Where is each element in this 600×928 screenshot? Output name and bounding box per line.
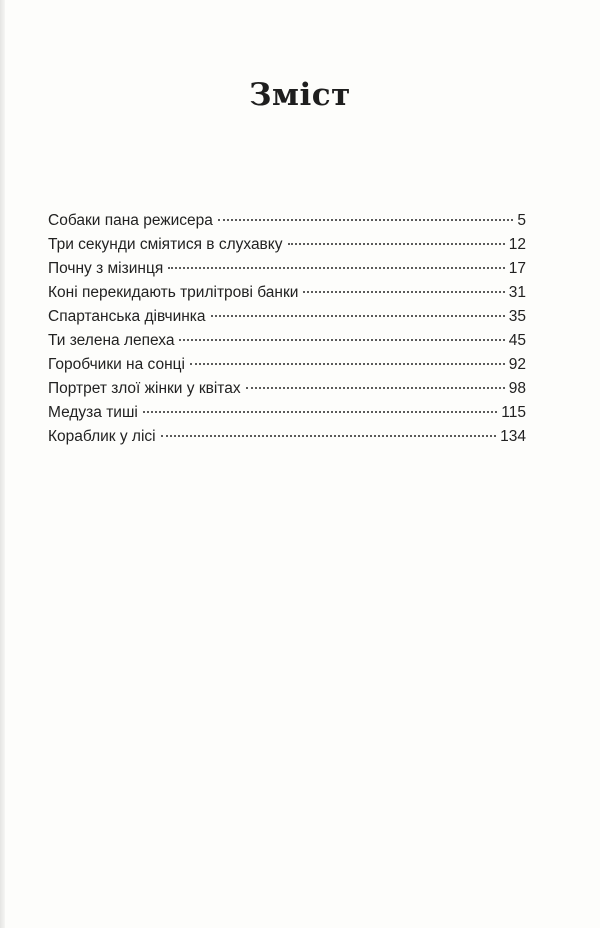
- dot-leader: [190, 363, 505, 365]
- toc-entry-page-number: 35: [508, 308, 526, 325]
- toc-entry-title: Горобчики на сонці: [48, 356, 185, 373]
- toc-entry: [48, 233, 526, 257]
- toc-entry-title: Медуза тиші: [48, 404, 138, 421]
- dot-leader: [143, 411, 497, 413]
- toc-entry-page-number: 92: [508, 356, 526, 373]
- dot-leader: [168, 267, 505, 269]
- dot-leader: [288, 243, 505, 245]
- toc-entry-page-number: 115: [501, 404, 526, 421]
- toc-entry-page-number: 45: [508, 332, 526, 349]
- dot-leader: [218, 219, 513, 221]
- toc-entry-title: Три секунди сміятися в слухавку: [48, 236, 283, 253]
- toc-entry-title: Кораблик у лісі: [48, 428, 156, 445]
- toc-entry: [48, 353, 526, 377]
- dot-leader: [211, 315, 505, 317]
- dot-leader: [303, 291, 504, 293]
- dot-leader: [246, 387, 505, 389]
- toc-entry-title: Собаки пана режисера: [48, 212, 213, 229]
- toc-entry: [48, 209, 526, 233]
- toc-entry-title: Коні перекидають трилітрові банки: [48, 284, 299, 301]
- toc-entry-title: Ти зелена лепеха: [48, 332, 175, 349]
- toc-entry: [48, 401, 526, 425]
- toc-entry-page-number: 31: [508, 284, 526, 301]
- toc-entry-title: Портрет злої жінки у квітах: [48, 380, 241, 397]
- dot-leader: [179, 339, 504, 341]
- toc-entry: [48, 425, 526, 449]
- dot-leader: [161, 435, 497, 437]
- toc-entry: [48, 377, 526, 401]
- table-of-contents: [48, 209, 526, 449]
- toc-entry-page-number: 17: [508, 260, 526, 277]
- toc-entry: [48, 329, 526, 353]
- toc-entry-page-number: 12: [508, 236, 526, 253]
- toc-entry-page-number: 98: [508, 380, 526, 397]
- toc-entry: [48, 257, 526, 281]
- toc-entry-page-number: 5: [517, 212, 526, 229]
- toc-entry-page-number: 134: [500, 428, 526, 445]
- page-edge-shadow: [0, 0, 5, 928]
- toc-entry: [48, 281, 526, 305]
- toc-entry-title: Спартанська дівчинка: [48, 308, 206, 325]
- toc-entry-title: Почну з мізинця: [48, 260, 164, 277]
- page-title: Зміст: [249, 76, 351, 113]
- toc-entry: [48, 305, 526, 329]
